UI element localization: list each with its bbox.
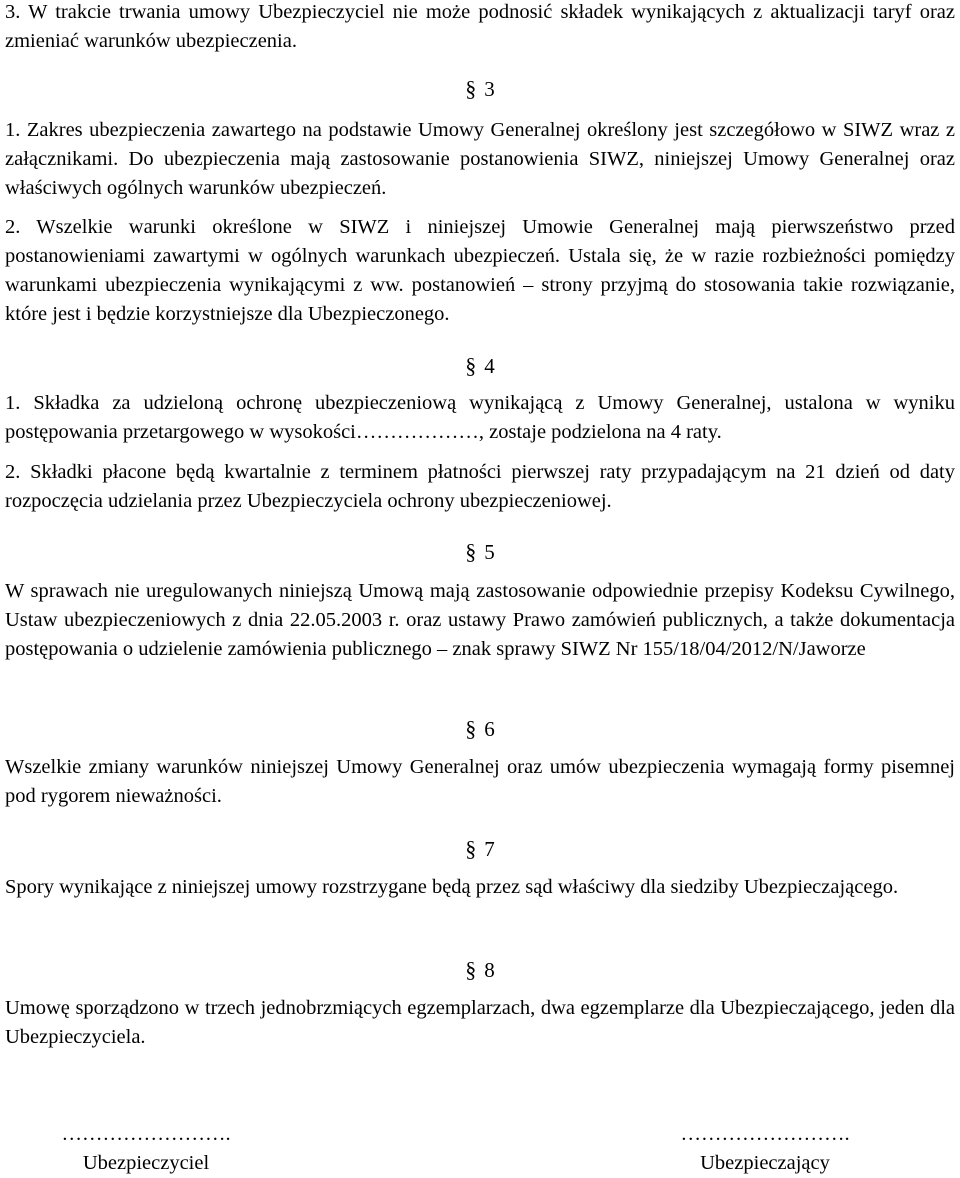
signature-label-insurer: Ubezpieczyciel <box>82 1152 210 1174</box>
paragraph-7: Spory wynikające z niniejszej umowy rozstrzygane będą przez sąd właściwy dla siedziby Ubezpieczającego. <box>5 876 899 898</box>
section-symbol: § <box>465 836 477 861</box>
section-number: 5 <box>484 540 495 564</box>
paragraph-3-1: 1. Zakres ubezpieczenia zawartego na podstawie Umowy Generalnej określony jest szczegółowo w SIWZ wraz z załącznikami. Do ubezpieczenia mają zastosowanie postanowienia SIWZ, niniejszej Umowy Generalnej oraz właściwych ogólnych warunków ubezpieczeń. <box>5 119 955 199</box>
signature-line-policyholder: ……………………. <box>680 1123 850 1145</box>
section-symbol: § <box>465 957 477 982</box>
section-heading-3 <box>0 74 960 104</box>
section-heading-4 <box>0 351 960 381</box>
paragraph-4-1: 1. Składka za udzieloną ochronę ubezpieczeniową wynikającą z Umowy Generalnej, ustalona w wyniku postępowania przetargowego w wysokości………………, zostaje podzielona na 4 raty. <box>5 392 955 443</box>
paragraph-3-2: 2. Wszelkie warunki określone w SIWZ i niniejszej Umowie Generalnej mają pierwszeństwo przed postanowieniami zawartymi w ogólnych warunkach ubezpieczeń. Ustala się, że w razie rozbieżności pomiędzy warunkami ubezpieczenia wynikającymi z ww. postanowień – strony przyjmą do stosowania takie rozwiązanie, które jest i będzie korzystniejsze dla Ubezpieczonego. <box>5 216 955 325</box>
section-symbol: § <box>465 539 477 564</box>
section-symbol: § <box>465 353 477 378</box>
section-number: 8 <box>484 958 495 982</box>
paragraph-2-3: 3. W trakcie trwania umowy Ubezpieczyciel nie może podnosić składek wynikających z aktualizacji taryf oraz zmieniać warunków ubezpieczenia. <box>5 1 955 52</box>
section-heading-8 <box>0 955 960 985</box>
paragraph-5: W sprawach nie uregulowanych niniejszą Umową mają zastosowanie odpowiednie przepisy Kodeksu Cywilnego, Ustaw ubezpieczeniowych z dnia 22.05.2003 r. oraz ustawy Prawo zamówień publicznych, a także dokumentacja postępowania o udzielenie zamówienia publicznego – znak sprawy SIWZ Nr 155/18/04/2012/N/Jaworze <box>5 580 955 660</box>
section-symbol: § <box>465 716 477 741</box>
signature-label-policyholder: Ubezpieczający <box>700 1152 830 1174</box>
section-number: 3 <box>484 77 495 101</box>
section-heading-7 <box>0 834 960 864</box>
section-number: 4 <box>484 354 495 378</box>
signature-line-insurer: ……………………. <box>61 1123 231 1145</box>
section-heading-5 <box>0 537 960 567</box>
section-symbol: § <box>465 76 477 101</box>
section-heading-6 <box>0 714 960 744</box>
section-number: 6 <box>484 717 495 741</box>
paragraph-4-2: 2. Składki płacone będą kwartalnie z terminem płatności pierwszej raty przypadającym na 21 dzień od daty rozpoczęcia udzielania przez Ubezpieczyciela ochrony ubezpieczeniowej. <box>5 461 955 512</box>
paragraph-6: Wszelkie zmiany warunków niniejszej Umowy Generalnej oraz umów ubezpieczenia wymagają formy pisemnej pod rygorem nieważności. <box>5 756 955 807</box>
paragraph-8: Umowę sporządzono w trzech jednobrzmiących egzemplarzach, dwa egzemplarze dla Ubezpieczającego, jeden dla Ubezpieczyciela. <box>5 997 955 1048</box>
section-number: 7 <box>484 837 495 861</box>
